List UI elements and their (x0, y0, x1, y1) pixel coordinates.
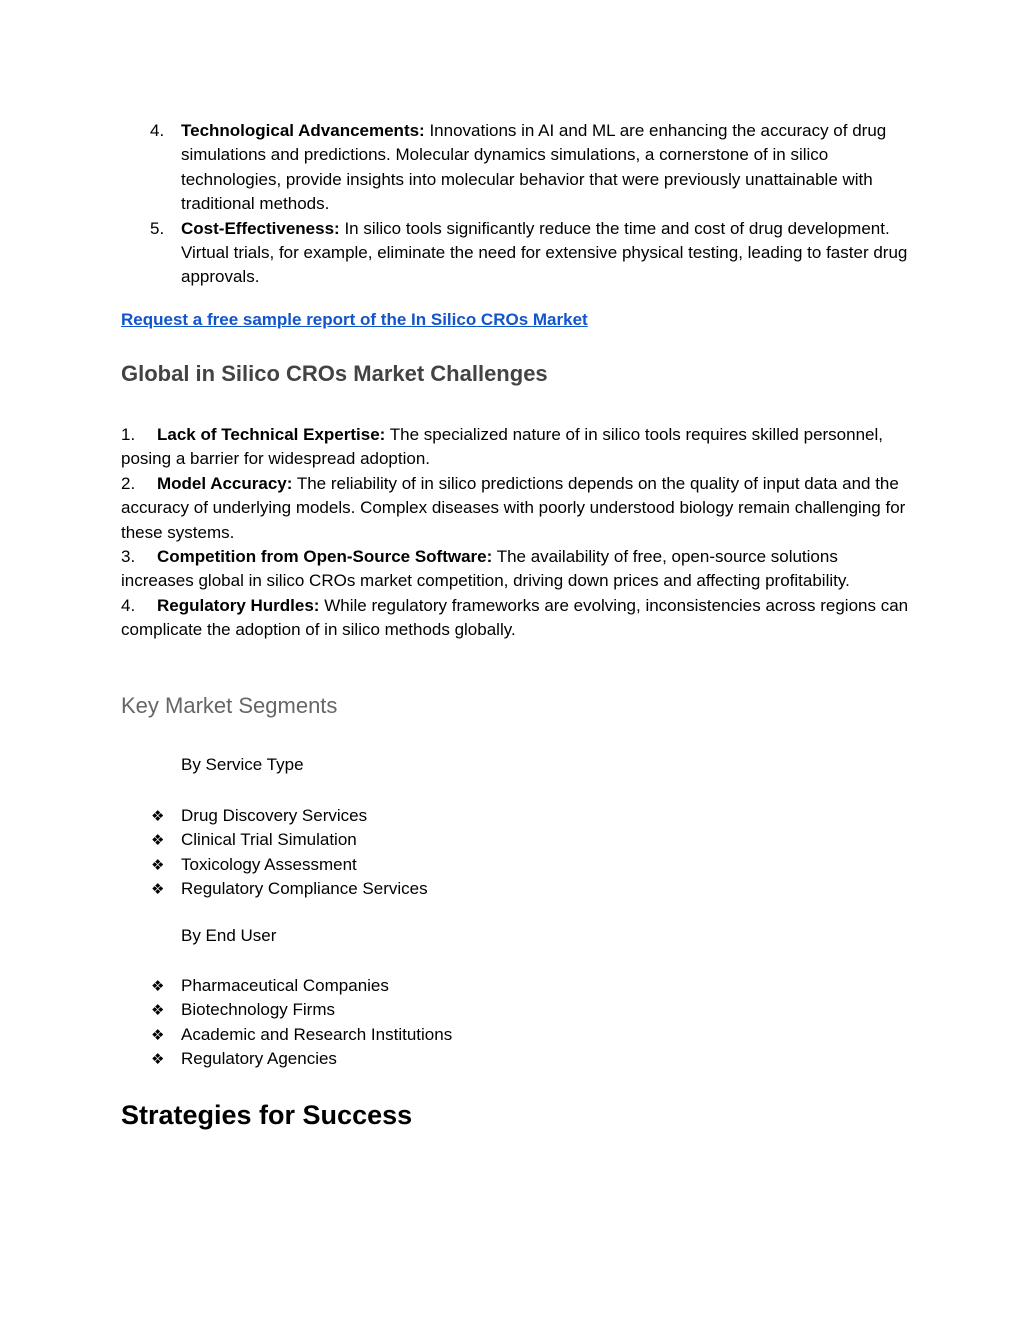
challenges-list (121, 423, 911, 643)
list-number: 1. (121, 425, 136, 444)
sample-report-link[interactable]: Request a free sample report of the In Silico CROs Market (121, 310, 588, 329)
list-text: The availability of free, open-source solutions increases global in silico CROs market competition, driving down prices and affecting profitability. (121, 547, 850, 591)
list-item (121, 1047, 721, 1071)
service-type-list (121, 804, 721, 902)
list-text: The specialized nature of in silico tools requires skilled personnel, posing a barrier for widespread adoption. (121, 425, 884, 469)
list-term: Technological Advancements: (181, 121, 425, 140)
drivers-list (121, 119, 911, 290)
list-item (121, 998, 721, 1022)
list-number: 4. (150, 121, 165, 140)
list-text: Clinical Trial Simulation (181, 830, 357, 850)
strategies-heading: Strategies for Success (121, 1100, 413, 1130)
list-text: Biotechnology Firms (181, 1000, 336, 1020)
list-item (121, 804, 721, 828)
list-item (121, 545, 911, 594)
list-item (121, 119, 911, 217)
list-number: 3. (121, 547, 136, 567)
list-term: Cost-Effectiveness: (181, 218, 340, 238)
list-text: Drug Discovery Services (181, 806, 368, 825)
list-text: Academic and Research Institutions (181, 1024, 453, 1044)
segments-heading: Key Market Segments (121, 693, 338, 718)
list-text: Pharmaceutical Companies (181, 976, 389, 995)
list-item (121, 877, 721, 901)
list-text: While regulatory frameworks are evolving, inconsistencies across regions can complicate the adoption of in silico methods globally. (121, 595, 909, 640)
diamond-bullet-icon: ❖ (151, 1050, 165, 1069)
list-item (121, 853, 721, 877)
diamond-bullet-icon: ❖ (151, 1025, 165, 1044)
list-number: 4. (121, 595, 136, 615)
list-item (121, 423, 911, 472)
diamond-bullet-icon: ❖ (151, 1001, 165, 1020)
end-user-list (121, 974, 721, 1072)
list-item (121, 828, 721, 852)
list-text: Toxicology Assessment (181, 854, 357, 874)
list-term: Model Accuracy: (157, 473, 293, 493)
end-user-label: By End User (181, 926, 277, 945)
diamond-bullet-icon: ❖ (151, 977, 165, 995)
service-type-label: By Service Type (181, 755, 304, 774)
list-text: Regulatory Agencies (181, 1049, 337, 1069)
list-term: Lack of Technical Expertise: (157, 425, 386, 444)
list-text: In silico tools significantly reduce the time and cost of drug development. Virtual trials, for example, eliminate the need for extensive physical testing, leading to faster drug approvals. (181, 218, 908, 287)
list-item (121, 472, 911, 545)
list-item (121, 594, 911, 643)
list-item (121, 974, 721, 998)
list-item (121, 217, 911, 290)
list-term: Competition from Open-Source Software: (157, 547, 493, 567)
diamond-bullet-icon: ❖ (151, 831, 165, 850)
list-text: The reliability of in silico predictions depends on the quality of input data and the accuracy of underlying models. Complex diseases with poorly understood biology remain challenging for these systems. (121, 473, 906, 542)
diamond-bullet-icon: ❖ (151, 880, 165, 899)
diamond-bullet-icon: ❖ (151, 807, 165, 825)
list-number: 2. (121, 473, 136, 493)
challenges-heading: Global in Silico CROs Market Challenges (121, 361, 548, 386)
list-item (121, 1023, 721, 1047)
list-term: Regulatory Hurdles: (157, 595, 320, 615)
list-text: Innovations in AI and ML are enhancing the accuracy of drug simulations and predictions. Molecular dynamics simulations, a cornerstone of in silico technologies, provide insights into molecular behavior that were previously unattainable with traditional methods. (181, 121, 887, 214)
list-text: Regulatory Compliance Services (181, 879, 428, 899)
list-number: 5. (150, 218, 165, 238)
diamond-bullet-icon: ❖ (151, 855, 165, 874)
